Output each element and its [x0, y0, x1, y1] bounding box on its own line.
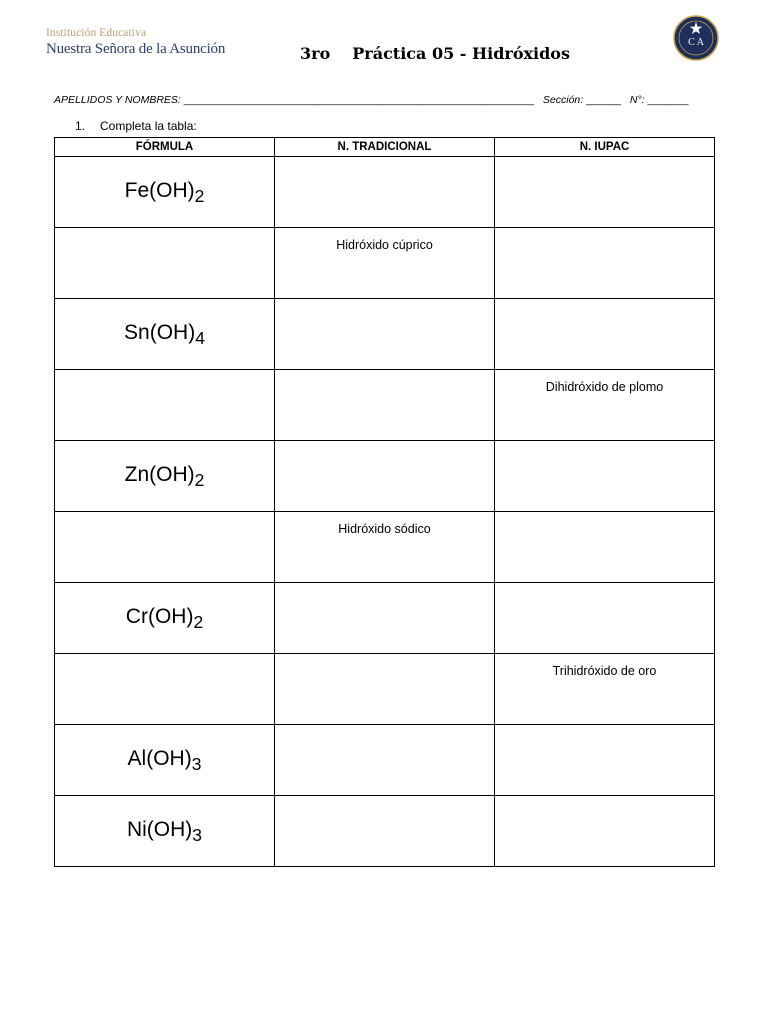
- traditional-name-text: [275, 441, 494, 451]
- traditional-name-cell[interactable]: [275, 370, 495, 441]
- formula-subscript: 2: [194, 186, 205, 207]
- traditional-name-text: Hidróxido cúprico: [336, 238, 433, 252]
- table-row: [55, 228, 715, 299]
- formula-subscript: 2: [193, 612, 204, 633]
- traditional-name-text: [275, 157, 494, 167]
- instruction: [75, 119, 197, 133]
- iupac-name-cell[interactable]: [495, 228, 715, 299]
- iupac-name-text: Trihidróxido de oro: [552, 664, 657, 678]
- table-row: [55, 512, 715, 583]
- formula-cell[interactable]: [55, 583, 275, 654]
- traditional-name-text: [275, 725, 494, 735]
- table-header-row: [55, 138, 715, 157]
- iupac-name-text: [495, 441, 714, 451]
- formula-subscript: 3: [191, 754, 202, 775]
- section-field[interactable]: ______: [586, 94, 622, 106]
- formula-cell[interactable]: [55, 441, 275, 512]
- institution-name: Nuestra Señora de la Asunción: [46, 40, 226, 57]
- formula-text: Ni(OH): [126, 818, 193, 841]
- iupac-name-text: [495, 512, 714, 522]
- formula-cell[interactable]: [55, 654, 275, 725]
- number-field[interactable]: _______: [647, 94, 689, 106]
- header-traditional: N. TRADICIONAL: [275, 138, 495, 157]
- iupac-name-cell[interactable]: [495, 583, 715, 654]
- iupac-name-cell[interactable]: [495, 441, 715, 512]
- formula-text: Sn(OH): [124, 321, 196, 344]
- traditional-name-cell[interactable]: [275, 796, 495, 867]
- header-formula: FÓRMULA: [55, 138, 275, 157]
- iupac-name-cell[interactable]: [495, 725, 715, 796]
- formula-text: Fe(OH): [124, 179, 195, 202]
- formula-text: Cr(OH): [125, 605, 194, 628]
- traditional-name-cell[interactable]: [275, 299, 495, 370]
- table-row: [55, 796, 715, 867]
- iupac-name-text: Dihidróxido de plomo: [545, 380, 664, 394]
- iupac-name-cell[interactable]: [495, 299, 715, 370]
- instruction-number: 1.: [75, 119, 86, 133]
- table-row: [55, 370, 715, 441]
- traditional-name-text: Hidróxido sódico: [338, 522, 431, 536]
- formula-cell[interactable]: [55, 370, 275, 441]
- name-field[interactable]: ____________________________________________________________: [183, 94, 535, 106]
- iupac-name-cell[interactable]: [495, 370, 715, 441]
- traditional-name-cell[interactable]: [275, 441, 495, 512]
- formula-subscript: 4: [195, 328, 205, 349]
- traditional-name-cell[interactable]: [275, 512, 495, 583]
- iupac-name-cell[interactable]: [495, 157, 715, 228]
- formula-cell[interactable]: [55, 725, 275, 796]
- traditional-name-cell[interactable]: [275, 725, 495, 796]
- formula-text: Zn(OH): [124, 463, 195, 486]
- iupac-name-text: [495, 796, 714, 806]
- formula-text: Al(OH): [127, 747, 192, 770]
- formula-cell[interactable]: [55, 157, 275, 228]
- iupac-name-cell[interactable]: [495, 512, 715, 583]
- institution-wordmark: [46, 28, 225, 57]
- table-row: [55, 441, 715, 512]
- traditional-name-text: [275, 583, 494, 593]
- table-row: [55, 157, 715, 228]
- name-label: APELLIDOS Y NOMBRES:: [54, 94, 181, 106]
- iupac-name-text: [495, 228, 714, 238]
- traditional-name-cell[interactable]: [275, 654, 495, 725]
- table-row: [55, 725, 715, 796]
- table-row: [55, 654, 715, 725]
- iupac-name-cell[interactable]: [495, 796, 715, 867]
- practice-title: Práctica 05 - Hidróxidos: [352, 44, 570, 63]
- traditional-name-text: [275, 796, 494, 806]
- traditional-name-cell[interactable]: [275, 583, 495, 654]
- iupac-name-text: [495, 583, 714, 593]
- hydroxide-table: [54, 137, 715, 867]
- formula-cell[interactable]: [55, 512, 275, 583]
- iupac-name-text: [495, 725, 714, 735]
- logo-lettering: C A: [688, 37, 704, 48]
- header-iupac: N. IUPAC: [495, 138, 715, 157]
- formula-subscript: 3: [192, 825, 203, 846]
- institution-type: Institución Educativa: [46, 27, 147, 39]
- student-info-line: [54, 94, 688, 106]
- formula-cell[interactable]: [55, 228, 275, 299]
- table-row: [55, 583, 715, 654]
- grade-label: 3ro: [300, 44, 331, 63]
- section-label: Sección:: [542, 94, 584, 106]
- school-seal-logo: [673, 15, 719, 61]
- table-row: [55, 299, 715, 370]
- iupac-name-text: [495, 299, 714, 309]
- traditional-name-text: [275, 299, 494, 309]
- formula-subscript: 2: [194, 470, 205, 491]
- number-label: N°:: [629, 94, 645, 106]
- formula-cell[interactable]: [55, 796, 275, 867]
- iupac-name-cell[interactable]: [495, 654, 715, 725]
- traditional-name-text: [275, 654, 494, 664]
- traditional-name-cell[interactable]: [275, 228, 495, 299]
- formula-cell[interactable]: [55, 299, 275, 370]
- page-title: [300, 44, 570, 63]
- iupac-name-text: [495, 157, 714, 167]
- instruction-text: Completa la tabla:: [100, 119, 197, 133]
- traditional-name-cell[interactable]: [275, 157, 495, 228]
- traditional-name-text: [275, 370, 494, 380]
